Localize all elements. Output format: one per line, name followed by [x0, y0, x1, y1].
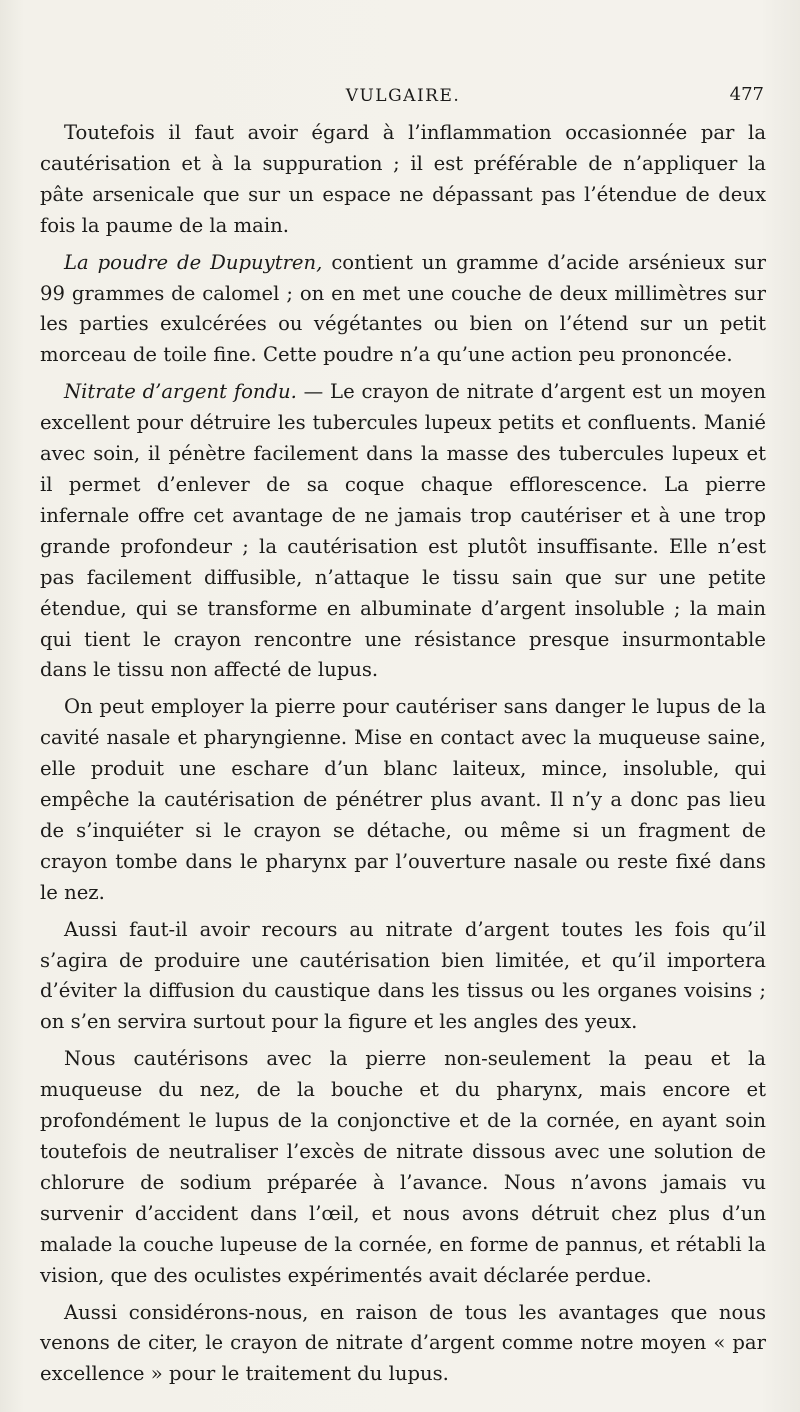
paragraph	[40, 1044, 766, 1291]
paragraph-text: Toutefois il faut avoir égard à l’inflammation occasionnée par la cautérisation et à la suppuration ; il est préférable de n’appliquer la pâte arsenicale que sur un espace ne dépassant pas l’étendue de deux fois la paume de la main.	[40, 121, 766, 237]
running-head: VULGAIRE.	[345, 86, 461, 106]
paragraph-text: Aussi faut-il avoir recours au nitrate d’argent toutes les fois qu’il s’agira de produire une cautérisation bien limitée, et qu’il importera d’éviter la diffusion du caustique dans les tissus ou les organes voisins ; on s’en servira surtout pour la figure et les angles des yeux.	[40, 917, 766, 1034]
paragraph	[40, 915, 766, 1039]
paragraph-text: On peut employer la pierre pour cautériser sans danger le lupus de la cavité nasale et pharyngienne. Mise en contact avec la muqueuse saine, elle produit une eschare d’un blanc laiteux, mince, insoluble, qui empêche la cautérisation de pénétrer plus avant. Il n’y a donc pas lieu de s’inquiéter si le crayon se détache, ou même si un fragment de crayon tombe dans le pharynx par l’ouverture nasale ou reste fixé dans le nez.	[40, 695, 766, 904]
paragraph-text: Aussi considérons-nous, en raison de tous les avantages que nous venons de citer, le crayon de nitrate d’argent comme notre moyen « par excellence » pour le traitement du lupus.	[40, 1300, 766, 1386]
paragraph	[40, 1298, 766, 1391]
page-header	[40, 82, 766, 110]
paragraph-text: — Le crayon de nitrate d’argent est un moyen excellent pour détruire les tubercules lupeux petits et confluents. Manié avec soin, il pénètre facilement dans la masse des tubercules lupeux et il permet d’enlever de sa coque chaque efflorescence. La pierre infernale offre cet avantage de ne jamais trop cautériser et à une trop grande profondeur ; la cautérisation est plutôt insuffisante. Elle n’est pas facilement diffusible, n’attaque le tissu sain que sur une petite étendue, qui se transforme en albuminate d’argent insoluble ; la main qui tient le crayon rencontre une résistance presque insurmontable dans le tissu non affecté de lupus.	[40, 380, 766, 682]
paragraph	[40, 692, 766, 908]
paragraph-lead: La poudre de Dupuytren,	[64, 250, 323, 274]
paragraph	[40, 118, 766, 242]
paragraph	[40, 377, 766, 686]
paragraph-text: contient un gramme d’acide arsénieux sur 99 grammes de calomel ; on en met une couche de deux millimètres sur les parties exulcérées ou végétantes ou bien on l’étend sur un petit morceau de toile fine. Cette poudre n’a qu’une action peu prononcée.	[40, 250, 766, 367]
body-text	[40, 118, 766, 1390]
paragraph	[40, 248, 766, 372]
paragraph-lead: Nitrate d’argent fondu.	[64, 380, 297, 404]
paragraph-text: Nous cautérisons avec la pierre non-seulement la peau et la muqueuse du nez, de la bouche et du pharynx, mais encore et profondément le lupus de la conjonctive et de la cornée, en ayant soin toutefois de neutraliser l’excès de nitrate dissous avec une solution de chlorure de sodium préparée à l’avance. Nous n’avons jamais vu survenir d’accident dans l’œil, et nous avons détruit chez plus d’un malade la couche lupeuse de la cornée, en forme de pannus, et rétabli la vision, que des oculistes expérimentés avait déclarée perdue.	[40, 1047, 766, 1287]
page-number: 477	[729, 84, 764, 105]
